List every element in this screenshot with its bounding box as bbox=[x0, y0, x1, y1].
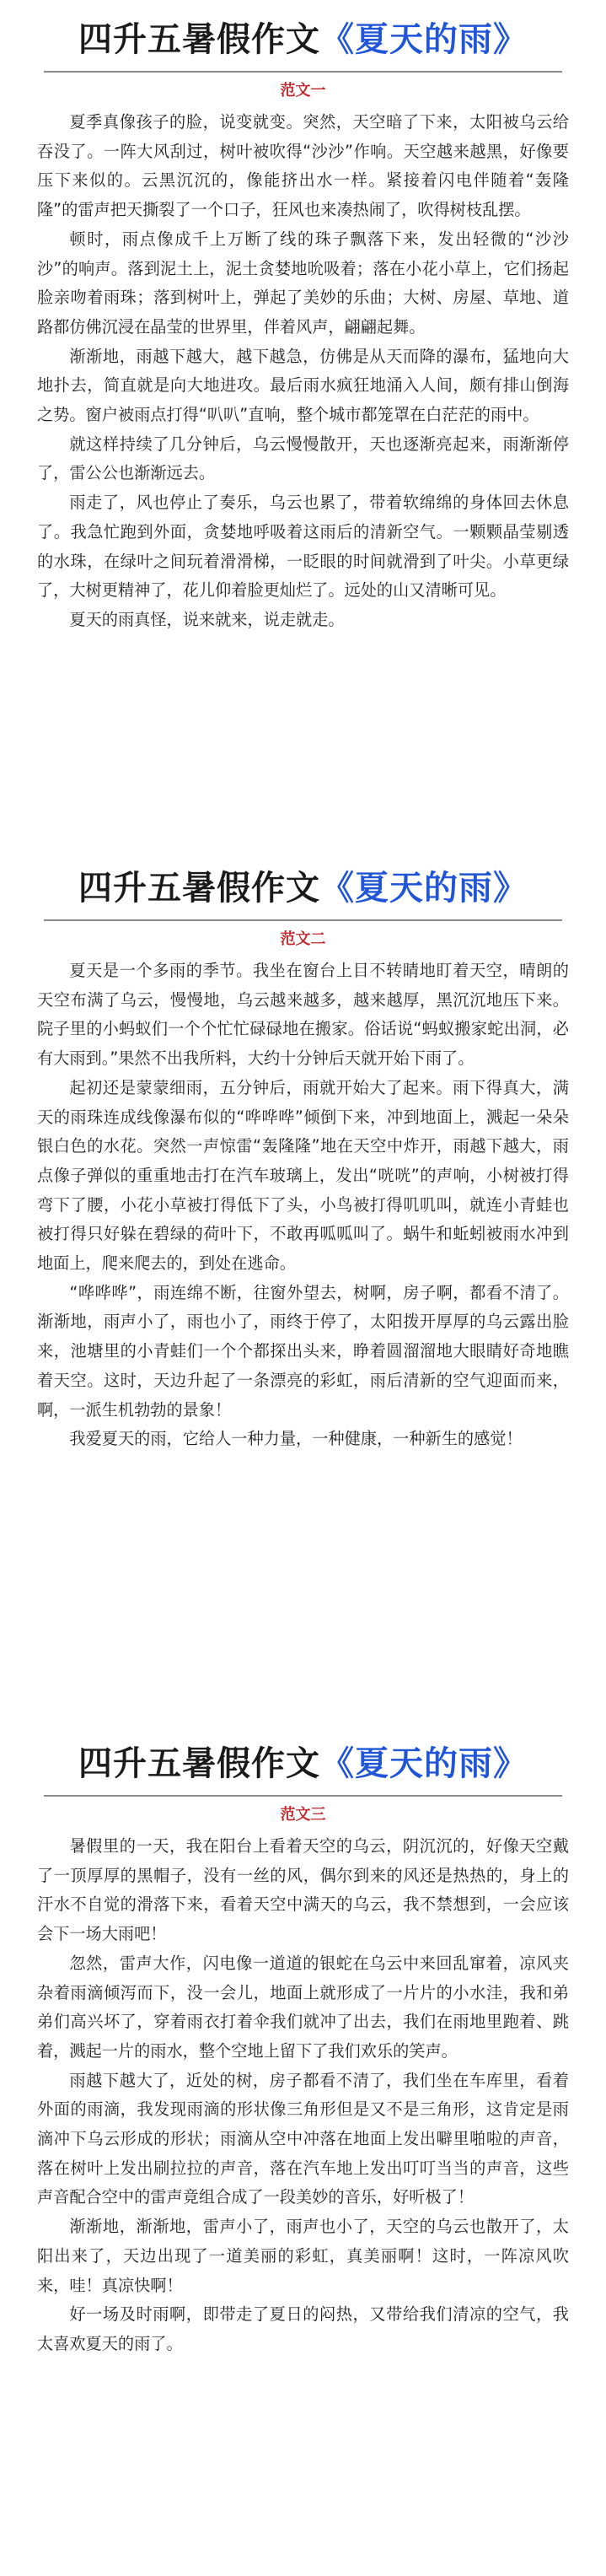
essay-body bbox=[37, 108, 569, 635]
essay-section-1 bbox=[0, 15, 606, 635]
essay-paragraph: 暑假里的一天，我在阳台上看着天空的乌云，阴沉沉的，好像天空戴了一顶厚厚的黑帽子，没有一丝的风，偶尔到来的风还是热热的，身上的汗水不自觉的滑落下来，看着天空中满天的乌云，我不禁想到，一会应该会下一场大雨吧！ bbox=[37, 1836, 569, 1944]
title-theme: 《夏天的雨》 bbox=[320, 869, 528, 908]
title-prefix: 四升五暑假作文 bbox=[78, 869, 320, 908]
essay-body bbox=[37, 1832, 569, 2359]
essay-paragraph: 渐渐地，渐渐地，雷声小了，雨声也小了，天空的乌云也散开了，太阳出来了，天边出现了一道美丽的彩虹，真美丽啊！这时，一阵凉风吹来，哇！真凉快啊！ bbox=[37, 2217, 569, 2295]
essay-paragraph: 起初还是蒙蒙细雨，五分钟后，雨就开始大了起来。雨下得真大，满天的雨珠连成线像瀑布似的“哗哗哗”倾倒下来，冲到地面上，溅起一朵朵银白色的水花。突然一声惊雷“轰隆隆”地在天空中炸开，雨越下越大，雨点像子弹似的重重地击打在汽车玻璃上，发出“咣咣”的声响，小树被打得弯下了腰，小花小草被打得低下了头，小鸟被打得叽叽叫，就连小青蛙也被打得只好躲在碧绿的荷叶下，不敢再呱呱叫了。蜗牛和蚯蚓被雨水冲到地面上，爬来爬去的，到处在逃命。 bbox=[37, 1077, 569, 1274]
essay-paragraph: 渐渐地，雨越下越大，越下越急，仿佛是从天而降的瀑布，猛地向大地扑去，简直就是向大地进攻。最后雨水疯狂地涌入人间，颇有排山倒海之势。窗户被雨点打得“叭叭”直响，整个城市都笼罩在白茫茫的雨中。 bbox=[37, 346, 569, 425]
essay-paragraph: 顿时，雨点像成千上万断了线的珠子飘落下来，发出轻微的“沙沙沙”的响声。落到泥土上，泥土贪婪地吮吸着；落在小花小草上，它们扬起脸亲吻着雨珠；落到树叶上，弹起了美妙的乐曲；大树、房屋、草地、道路都仿佛沉浸在晶莹的世界里，伴着风声，翩翩起舞。 bbox=[37, 229, 569, 337]
essay-paragraph: 我爱夏天的雨，它给人一种力量，一种健康，一种新生的感觉！ bbox=[69, 1429, 523, 1449]
essay-body bbox=[37, 957, 569, 1454]
title-divider bbox=[44, 1795, 562, 1797]
essay-paragraph: “哗哗哗”，雨连绵不断，往窗外望去，树啊，房子啊，都看不清了。渐渐地，雨声小了，雨也小了，雨终于停了，太阳拨开厚厚的乌云露出脸来，池塘里的小青蛙们一个个都探出头来，睁着圆溜溜地大眼睛好奇地瞧着天空。这时，天边升起了一条漂亮的彩虹，雨后清新的空气迎面而来，啊，一派生机勃勃的景象！ bbox=[37, 1282, 569, 1420]
title-theme: 《夏天的雨》 bbox=[320, 1744, 528, 1783]
title-divider bbox=[44, 71, 562, 73]
essay-paragraph: 好一场及时雨啊，即带走了夏日的闷热，又带给我们清凉的空气，我太喜欢夏天的雨了。 bbox=[37, 2304, 569, 2353]
essay-title bbox=[0, 1739, 606, 1788]
essay-paragraph: 雨越下越大了，近处的树，房子都看不清了，我们坐在车库里，看着外面的雨滴，我发现雨滴的形状像三角形但是又不是三角形，这肯定是雨滴冲下乌云形成的形状；雨滴从空中冲落在地面上发出噼里啪啦的声音，落在树叶上发出刷拉拉的声音，落在汽车地上发出叮叮当当的声音，这些声音配合空中的雷声竟组合成了一段美妙的音乐，好听极了！ bbox=[37, 2070, 569, 2207]
essay-paragraph: 就这样持续了几分钟后，乌云慢慢散开，天也逐渐亮起来，雨渐渐停了，雷公公也渐渐远去。 bbox=[37, 434, 569, 483]
title-prefix: 四升五暑假作文 bbox=[78, 1744, 320, 1783]
essay-label: 范文三 bbox=[280, 1806, 326, 1824]
essay-paragraph: 夏季真像孩子的脸，说变就变。突然，天空暗了下来，太阳被乌云给吞没了。一阵大风刮过，树叶被吹得“沙沙”作响。天空越来越黑，好像要压下来似的。云黑沉沉的，像能挤出水一样。紧接着闪电伴随着“轰隆隆”的雷声把天撕裂了一个口子，狂风也来凑热闹了，吹得树枝乱摆。 bbox=[37, 112, 569, 220]
essay-paragraph: 夏天的雨真怪，说来就来，说走就走。 bbox=[69, 609, 345, 629]
title-divider bbox=[44, 919, 562, 921]
essay-title bbox=[0, 15, 606, 64]
essay-title bbox=[0, 864, 606, 913]
essay-label: 范文二 bbox=[280, 930, 326, 948]
essay-section-3 bbox=[0, 1739, 606, 2359]
title-theme: 《夏天的雨》 bbox=[320, 20, 528, 59]
essay-paragraph: 雨走了，风也停止了奏乐，乌云也累了，带着软绵绵的身体回去休息了。我急忙跑到外面，贪婪地呼吸着这雨后的清新空气。一颗颗晶莹剔透的水珠，在绿叶之间玩着滑滑梯，一眨眼的时间就滑到了叶尖。小草更绿了，大树更精神了，花儿仰着脸更灿烂了。远处的山又清晰可见。 bbox=[37, 493, 569, 601]
essay-section-2 bbox=[0, 864, 606, 1454]
essay-paragraph: 夏天是一个多雨的季节。我坐在窗台上目不转睛地盯着天空，晴朗的天空布满了乌云，慢慢地，乌云越来越多，越来越厚，黑沉沉地压下来。院子里的小蚂蚁们一个个忙忙碌碌地在搬家。俗话说“蚂蚁搬家蛇出洞，必有大雨到。”果然不出我所料，大约十分钟后天就开始下雨了。 bbox=[37, 961, 569, 1069]
essay-paragraph: 忽然，雷声大作，闪电像一道道的银蛇在乌云中来回乱窜着，凉风夹杂着雨滴倾泻而下，没一会儿，地面上就形成了一片片的小水洼，我和弟弟们高兴坏了，穿着雨衣打着伞我们就冲了出去，我们在雨地里跑着、跳着，溅起一片的雨水，整个空地上留下了我们欢乐的笑声。 bbox=[37, 1953, 569, 2061]
title-prefix: 四升五暑假作文 bbox=[78, 20, 320, 59]
essay-label: 范文一 bbox=[280, 82, 326, 100]
